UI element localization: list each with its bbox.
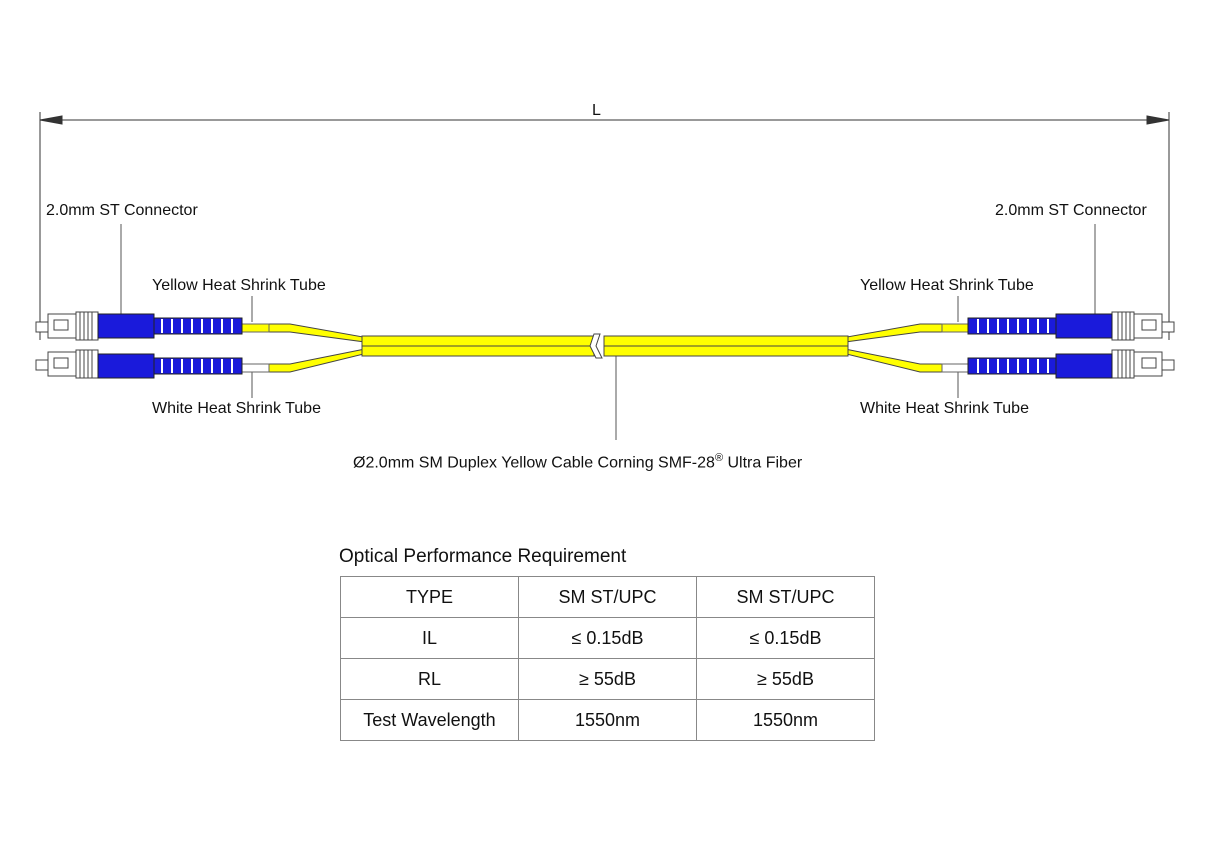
right-yellow-tube-label: Yellow Heat Shrink Tube: [860, 277, 1034, 294]
table-cell: 1550nm: [697, 700, 875, 741]
length-label: L: [592, 102, 601, 119]
length-dimension: [40, 112, 1169, 340]
table-cell: RL: [341, 659, 519, 700]
cable-spec-label: [353, 449, 802, 472]
left-connector-label: 2.0mm ST Connector: [46, 202, 198, 219]
table-cell: ≤ 0.15dB: [519, 618, 697, 659]
right-connector-bottom: [968, 350, 1174, 378]
left-connector-top: [36, 312, 242, 340]
table-cell: SM ST/UPC: [697, 577, 875, 618]
right-white-tube-label: White Heat Shrink Tube: [860, 400, 1029, 417]
table-row: [341, 577, 875, 618]
table-cell: 1550nm: [519, 700, 697, 741]
table-cell: Test Wavelength: [341, 700, 519, 741]
right-connector-label: 2.0mm ST Connector: [995, 202, 1147, 219]
duplex-cable: [268, 324, 942, 372]
left-white-tube-label: White Heat Shrink Tube: [152, 400, 321, 417]
registered-mark: ®: [714, 452, 724, 464]
left-yellow-tube-label: Yellow Heat Shrink Tube: [152, 277, 326, 294]
table-title: Optical Performance Requirement: [339, 546, 627, 567]
table-row: [341, 618, 875, 659]
table-cell: ≤ 0.15dB: [697, 618, 875, 659]
left-connector-bottom: [36, 350, 242, 378]
cable-spec-tail: Ultra Fiber: [723, 454, 803, 472]
performance-table: [340, 576, 875, 741]
table-row: [341, 659, 875, 700]
table-cell: ≥ 55dB: [519, 659, 697, 700]
table-cell: ≥ 55dB: [697, 659, 875, 700]
table-cell: IL: [341, 618, 519, 659]
cable-spec-main: Ø2.0mm SM Duplex Yellow Cable Corning SMF-28: [353, 454, 715, 472]
table-cell: SM ST/UPC: [519, 577, 697, 618]
table-row: [341, 700, 875, 741]
right-connector-top: [968, 312, 1174, 340]
table-cell: TYPE: [341, 577, 519, 618]
